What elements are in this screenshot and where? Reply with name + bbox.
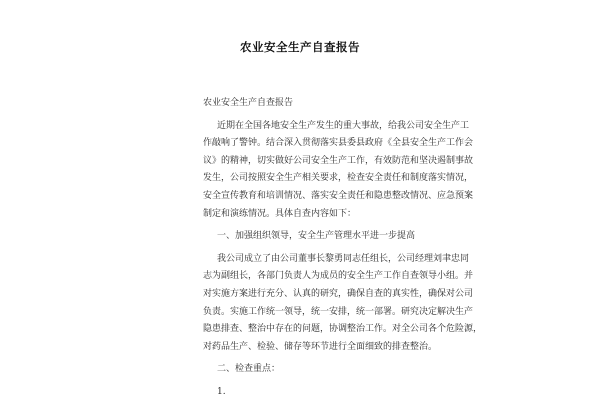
section-heading: 二、检查重点： [217, 364, 281, 375]
intro-line: 作敲响了警钟。结合深入贯彻落实县委县政府《全县安全生产工作会 [203, 138, 474, 149]
list-item-number: 1. [217, 386, 226, 397]
section-line: 对实施方案进行充分、认真的研究，确保自查的真实性，确保对公司 [203, 288, 474, 299]
intro-line: 议》的精神，切实做好公司安全生产工作，有效防范和坚决遏制事故 [203, 155, 474, 166]
intro-line: 近期在全国各地安全生产发生的重大事故，给我公司安全生产工 [217, 120, 470, 131]
document-body [203, 95, 483, 402]
section-line: 我公司成立了由公司董事长黎勇同志任组长，公司经理刘聿忠同 [217, 253, 470, 264]
section-line: 志为副组长，各部门负责人为成员的安全生产工作自查领导小组。并 [203, 271, 474, 282]
section-heading: 一、加强组织领导，安全生产管理水平进一步提高 [217, 231, 416, 242]
intro-line: 发生，公司按照安全生产相关要求，检查安全责任和制度落实情况， [203, 173, 474, 184]
document-title: 农业安全生产自查报告 [240, 40, 360, 54]
subtitle: 农业安全生产自查报告 [203, 98, 294, 108]
intro-line: 制定和演练情况。具体自查内容如下： [203, 208, 357, 219]
intro-line: 安全宣传教育和培训情况、落实安全责任和隐患整改情况、应急预案 [203, 190, 474, 201]
section-line: 对药品生产、检验、储存等环节进行全面细致的排查整治。 [203, 341, 438, 352]
section-line: 隐患排查、整治中存在的问题，协调整治工作。对全公司各个危险源， [203, 324, 483, 335]
section-line: 负责。实施工作统一领导，统一安排，统一部署。研究决定解决生产 [203, 306, 474, 317]
